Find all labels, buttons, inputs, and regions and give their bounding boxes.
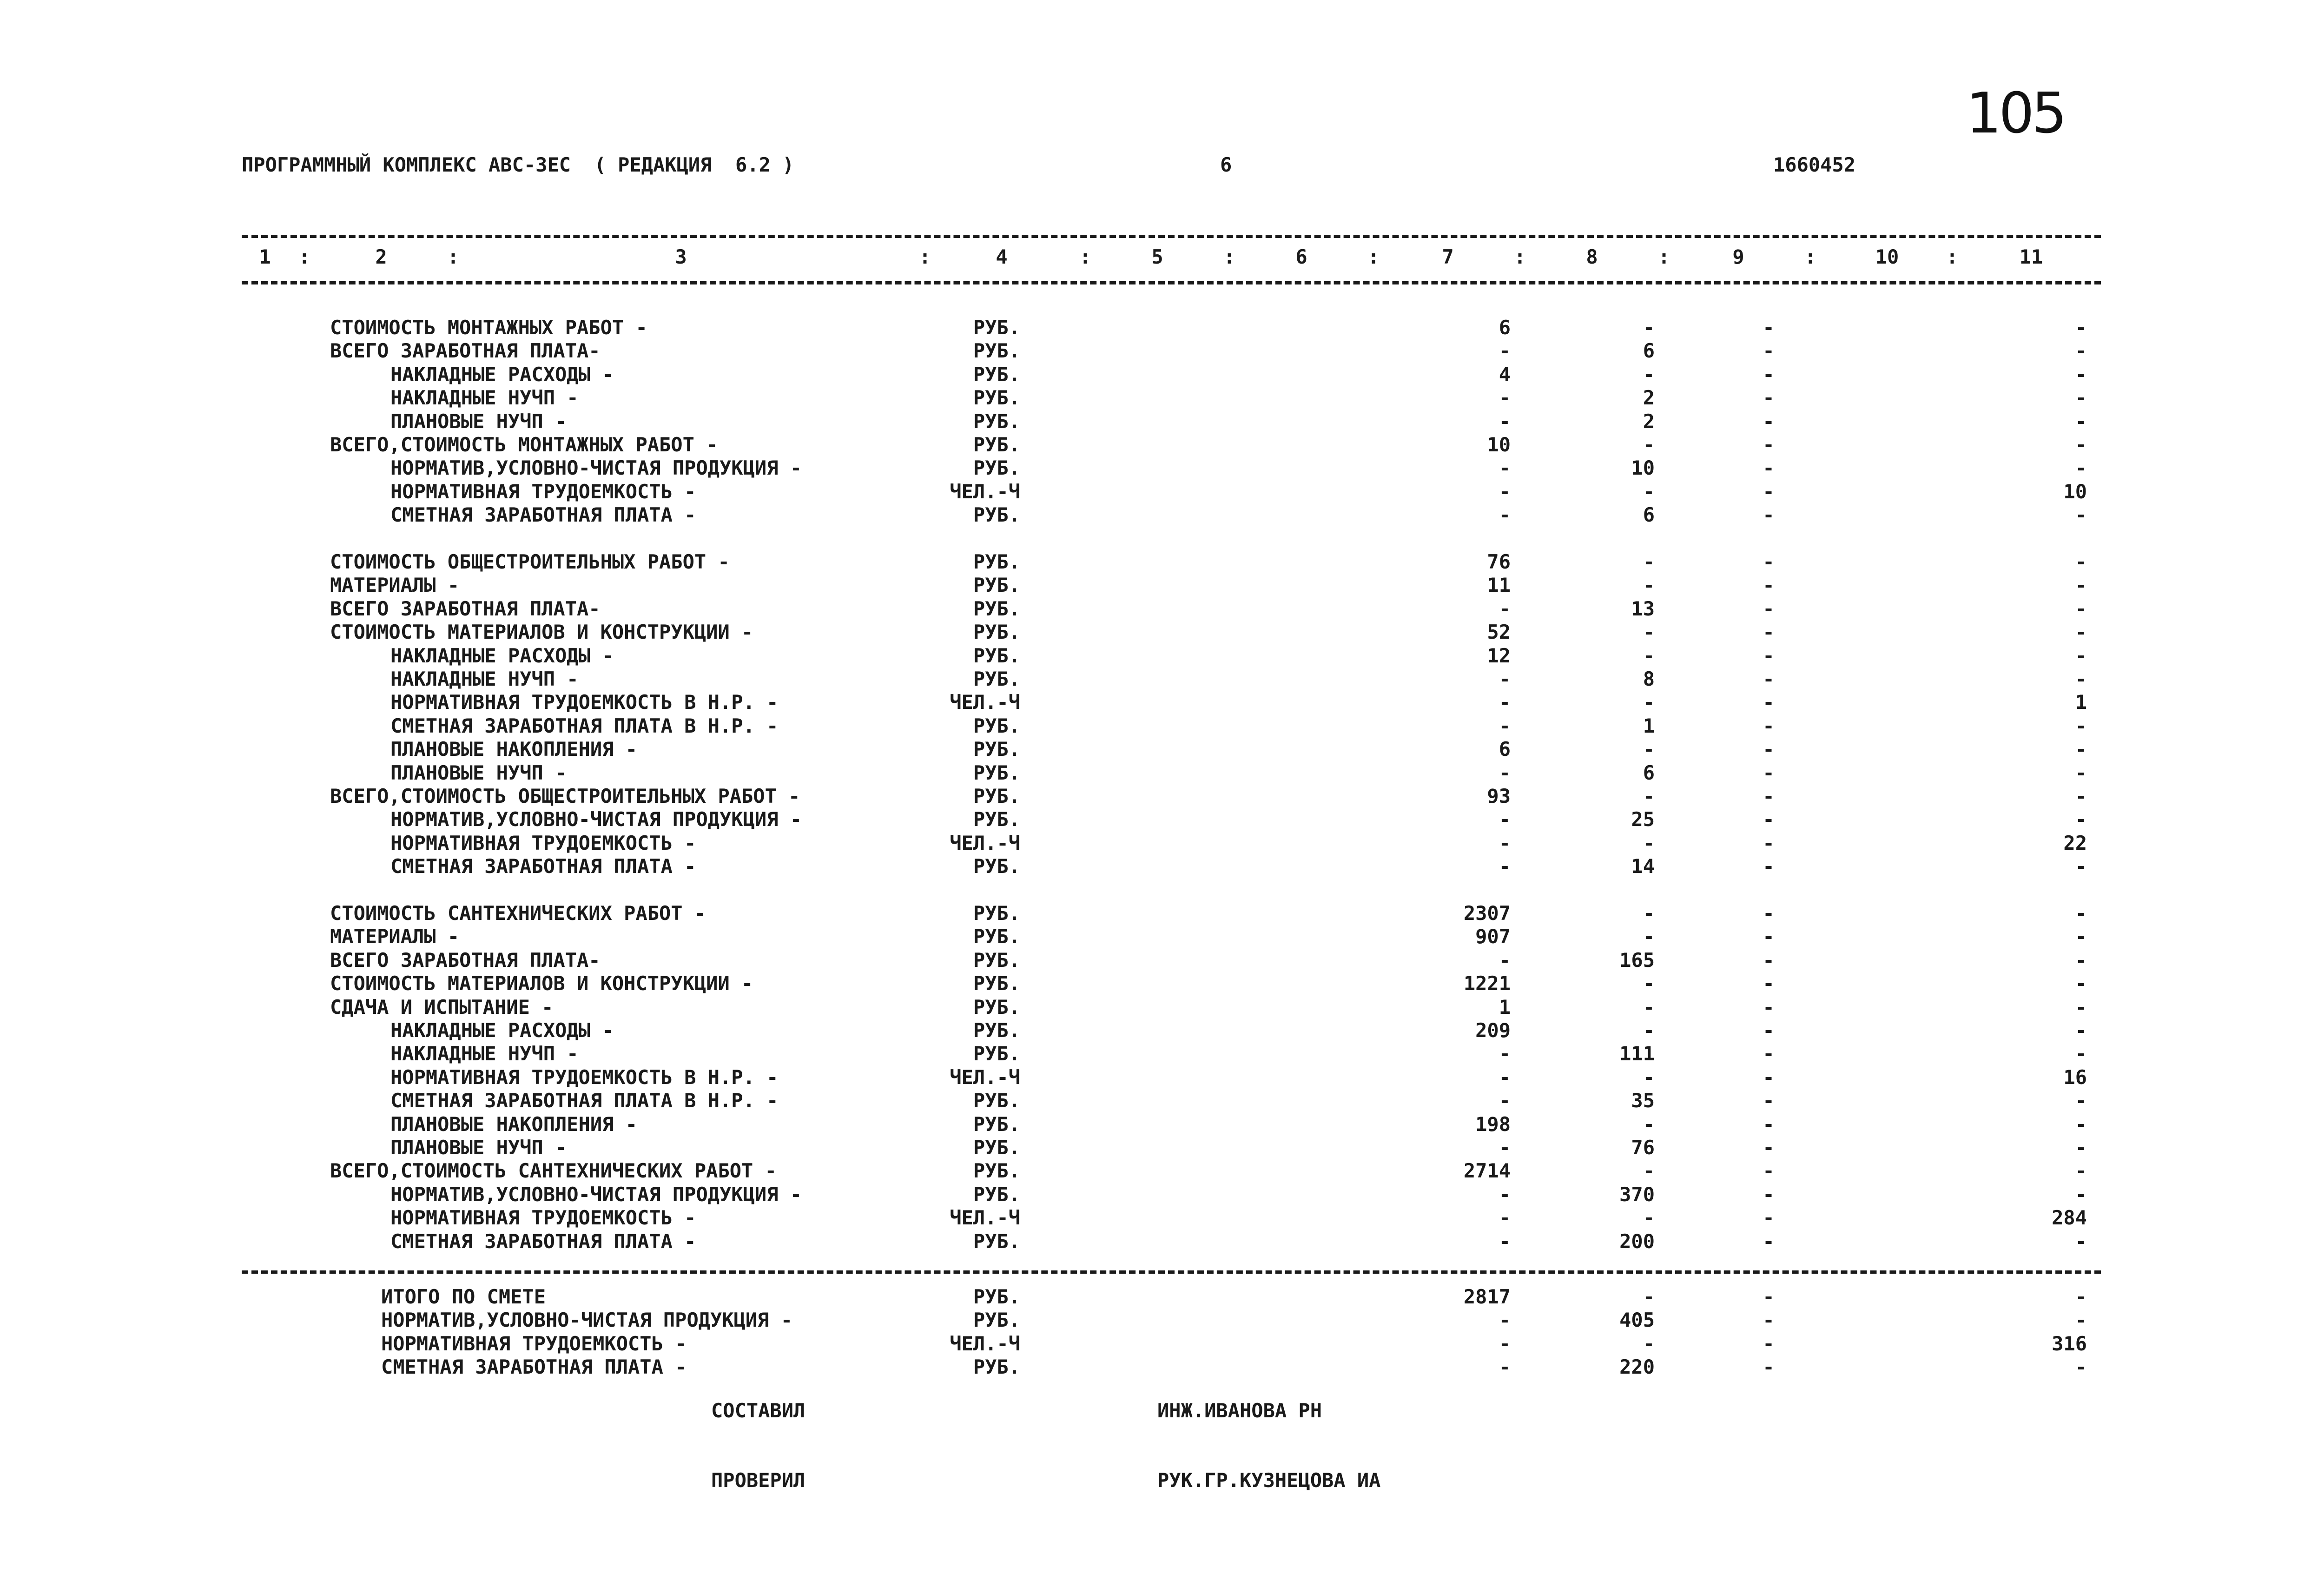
row-unit: РУБ. (973, 668, 1020, 690)
row-col8: 14 (1631, 855, 1655, 878)
row-unit: РУБ. (973, 1112, 1020, 1136)
row-col7: - (1499, 1206, 1511, 1230)
row-col7: - (1499, 386, 1511, 410)
row-col8: - (1643, 574, 1655, 597)
row-col8: 2 (1643, 386, 1655, 410)
row-unit: ЧЕЛ.-Ч (950, 831, 1020, 854)
row-col7: 10 (1487, 433, 1511, 456)
row-col9: - (1763, 1136, 1775, 1159)
row-col8: 6 (1643, 761, 1655, 784)
row-col7: - (1499, 1089, 1511, 1112)
column-header-4: 4 (996, 245, 1008, 268)
row-unit: РУБ. (973, 574, 1020, 597)
column-separator: : (1804, 245, 1816, 268)
row-col7: - (1499, 480, 1511, 503)
row-col8: - (1643, 1112, 1655, 1136)
row-col9: - (1763, 1019, 1775, 1042)
row-col7: - (1499, 761, 1511, 784)
row-label: ПЛАНОВЫЕ НУЧП - (390, 410, 567, 433)
row-label: СМЕТНАЯ ЗАРАБОТНАЯ ПЛАТА - (390, 503, 696, 527)
row-col9: - (1763, 644, 1775, 667)
row-col9: - (1763, 480, 1775, 503)
row-col11: - (2075, 1159, 2087, 1183)
row-col9: - (1763, 410, 1775, 433)
row-col9: - (1763, 668, 1775, 690)
row-col9: - (1763, 855, 1775, 878)
row-unit: РУБ. (973, 785, 1020, 807)
row-col11: - (2075, 995, 2087, 1018)
row-col8: 200 (1619, 1230, 1655, 1253)
row-col11: - (2075, 433, 2087, 456)
row-col11: - (2075, 386, 2087, 410)
page-number: 6 (1220, 153, 1232, 176)
row-unit: РУБ. (973, 316, 1020, 339)
row-col8: - (1643, 902, 1655, 925)
row-unit: РУБ. (973, 339, 1020, 363)
row-col11: - (2075, 574, 2087, 597)
row-col8: - (1643, 925, 1655, 948)
row-col9: - (1763, 831, 1775, 854)
row-col9: - (1763, 456, 1775, 480)
row-unit: ЧЕЛ.-Ч (950, 1206, 1020, 1230)
row-label: НОРМАТИВ,УСЛОВНО-ЧИСТАЯ ПРОДУКЦИЯ - (390, 456, 802, 480)
row-unit: РУБ. (973, 1019, 1020, 1042)
row-label: СМЕТНАЯ ЗАРАБОТНАЯ ПЛАТА В Н.Р. - (390, 1089, 779, 1112)
total-col11: 316 (2052, 1332, 2087, 1355)
row-label: НАКЛАДНЫЕ РАСХОДЫ - (390, 363, 614, 386)
row-col8: - (1643, 363, 1655, 386)
row-col11: - (2075, 363, 2087, 386)
document-code: 1660452 (1773, 153, 1856, 176)
row-col9: - (1763, 1206, 1775, 1230)
row-col9: - (1763, 948, 1775, 972)
row-col8: - (1643, 1019, 1655, 1042)
row-label: ПЛАНОВЫЕ НАКОПЛЕНИЯ - (390, 1112, 638, 1136)
column-header-6: 6 (1295, 245, 1307, 268)
column-header-5: 5 (1151, 245, 1163, 268)
row-col8: 370 (1619, 1183, 1655, 1206)
total-unit: ЧЕЛ.-Ч (950, 1332, 1020, 1355)
row-col8: 13 (1631, 597, 1655, 620)
row-col11: - (2075, 1136, 2087, 1159)
row-col9: - (1763, 1230, 1775, 1253)
row-col7: - (1499, 597, 1511, 620)
row-col9: - (1763, 1183, 1775, 1206)
row-col11: - (2075, 1089, 2087, 1112)
row-col11: 10 (2063, 480, 2087, 503)
row-unit: РУБ. (973, 456, 1020, 480)
row-col7: - (1499, 1065, 1511, 1089)
row-col9: - (1763, 1089, 1775, 1112)
row-col8: - (1643, 995, 1655, 1018)
row-col9: - (1763, 363, 1775, 386)
row-col7: - (1499, 668, 1511, 690)
row-label: НАКЛАДНЫЕ РАСХОДЫ - (390, 1019, 614, 1042)
row-col9: - (1763, 574, 1775, 597)
row-col7: 2307 (1463, 902, 1511, 925)
row-label: СДАЧА И ИСПЫТАНИЕ - (330, 995, 554, 1018)
row-label: СМЕТНАЯ ЗАРАБОТНАЯ ПЛАТА В Н.Р. - (390, 714, 779, 737)
row-col8: - (1643, 691, 1655, 714)
top-rule (242, 235, 2101, 238)
row-col11: 16 (2063, 1065, 2087, 1089)
row-col7: 198 (1475, 1112, 1511, 1136)
row-label: НОРМАТИВНАЯ ТРУДОЕМКОСТЬ В Н.Р. - (390, 691, 779, 714)
row-col8: 6 (1643, 339, 1655, 363)
row-label: ВСЕГО ЗАРАБОТНАЯ ПЛАТА- (330, 597, 601, 620)
compiled-by-label: СОСТАВИЛ (711, 1399, 805, 1422)
row-col11: - (2075, 855, 2087, 878)
row-unit: ЧЕЛ.-Ч (950, 1065, 1020, 1089)
row-col9: - (1763, 902, 1775, 925)
column-header-9: 9 (1732, 245, 1744, 268)
row-col11: - (2075, 456, 2087, 480)
row-label: ВСЕГО ЗАРАБОТНАЯ ПЛАТА- (330, 339, 601, 363)
row-col9: - (1763, 1159, 1775, 1183)
row-col7: 93 (1487, 785, 1511, 807)
total-col11: - (2075, 1309, 2087, 1332)
total-unit: РУБ. (973, 1309, 1020, 1332)
row-col11: - (2075, 668, 2087, 690)
total-label: СМЕТНАЯ ЗАРАБОТНАЯ ПЛАТА - (381, 1356, 687, 1379)
header-bottom-rule (242, 281, 2101, 284)
row-col9: - (1763, 433, 1775, 456)
total-col11: - (2075, 1356, 2087, 1379)
row-label: СТОИМОСТЬ МАТЕРИАЛОВ И КОНСТРУКЦИИ - (330, 621, 753, 644)
row-col9: - (1763, 972, 1775, 995)
row-col11: - (2075, 738, 2087, 761)
totals-rule (242, 1270, 2101, 1274)
column-separator: : (1658, 245, 1670, 268)
row-unit: РУБ. (973, 738, 1020, 761)
column-header-3: 3 (675, 245, 687, 268)
column-separator: : (1367, 245, 1380, 268)
column-separator: : (1946, 245, 1958, 268)
total-unit: РУБ. (973, 1285, 1020, 1308)
total-label: ИТОГО ПО СМЕТЕ (381, 1285, 546, 1308)
row-col7: 6 (1499, 738, 1511, 761)
row-col7: 209 (1475, 1019, 1511, 1042)
row-col9: - (1763, 714, 1775, 737)
row-col8: - (1643, 738, 1655, 761)
program-title: ПРОГРАММНЫЙ КОМПЛЕКС АВС-ЗЕС ( РЕДАКЦИЯ 6.2 ) (242, 153, 794, 176)
total-col9: - (1763, 1356, 1775, 1379)
total-label: НОРМАТИВ,УСЛОВНО-ЧИСТАЯ ПРОДУКЦИЯ - (381, 1309, 793, 1332)
column-separator: : (447, 245, 459, 268)
row-col9: - (1763, 808, 1775, 831)
row-col7: 11 (1487, 574, 1511, 597)
row-col9: - (1763, 316, 1775, 339)
row-col11: - (2075, 1112, 2087, 1136)
compiled-by-name: ИНЖ.ИВАНОВА РН (1157, 1399, 1322, 1422)
row-col9: - (1763, 761, 1775, 784)
row-col8: - (1643, 621, 1655, 644)
row-col7: - (1499, 1136, 1511, 1159)
column-separator: : (1223, 245, 1235, 268)
row-col7: - (1499, 1042, 1511, 1065)
row-col11: - (2075, 339, 2087, 363)
row-col9: - (1763, 691, 1775, 714)
row-label: ВСЕГО ЗАРАБОТНАЯ ПЛАТА- (330, 948, 601, 972)
row-col9: - (1763, 785, 1775, 807)
column-separator: : (919, 245, 931, 268)
row-unit: РУБ. (973, 644, 1020, 667)
row-label: ПЛАНОВЫЕ НУЧП - (390, 761, 567, 784)
total-col8: 405 (1619, 1309, 1655, 1332)
row-unit: РУБ. (973, 597, 1020, 620)
row-label: СТОИМОСТЬ ОБЩЕСТРОИТЕЛЬНЫХ РАБОТ - (330, 550, 730, 573)
row-col7: 52 (1487, 621, 1511, 644)
row-unit: РУБ. (973, 363, 1020, 386)
row-label: НОРМАТИВ,УСЛОВНО-ЧИСТАЯ ПРОДУКЦИЯ - (390, 808, 802, 831)
row-unit: ЧЕЛ.-Ч (950, 480, 1020, 503)
row-label: СМЕТНАЯ ЗАРАБОТНАЯ ПЛАТА - (390, 1230, 696, 1253)
row-col7: - (1499, 456, 1511, 480)
row-col9: - (1763, 1042, 1775, 1065)
row-col11: - (2075, 948, 2087, 972)
row-unit: РУБ. (973, 1136, 1020, 1159)
checked-by-label: ПРОВЕРИЛ (711, 1469, 805, 1492)
total-col9: - (1763, 1309, 1775, 1332)
row-label: ВСЕГО,СТОИМОСТЬ МОНТАЖНЫХ РАБОТ - (330, 433, 718, 456)
row-label: НОРМАТИВНАЯ ТРУДОЕМКОСТЬ В Н.Р. - (390, 1065, 779, 1089)
row-col11: - (2075, 621, 2087, 644)
total-label: НОРМАТИВНАЯ ТРУДОЕМКОСТЬ - (381, 1332, 687, 1355)
row-col8: - (1643, 1206, 1655, 1230)
column-header-8: 8 (1586, 245, 1598, 268)
row-label: ВСЕГО,СТОИМОСТЬ САНТЕХНИЧЕСКИХ РАБОТ - (330, 1159, 777, 1183)
column-header-2: 2 (375, 245, 387, 268)
row-col8: 8 (1643, 668, 1655, 690)
row-label: НОРМАТИВНАЯ ТРУДОЕМКОСТЬ - (390, 1206, 696, 1230)
row-col8: 6 (1643, 503, 1655, 527)
row-label: НОРМАТИВНАЯ ТРУДОЕМКОСТЬ - (390, 831, 696, 854)
row-col7: 2714 (1463, 1159, 1511, 1183)
row-col8: - (1643, 644, 1655, 667)
total-col7: - (1499, 1309, 1511, 1332)
row-label: СМЕТНАЯ ЗАРАБОТНАЯ ПЛАТА - (390, 855, 696, 878)
row-col8: - (1643, 1159, 1655, 1183)
row-col11: - (2075, 714, 2087, 737)
row-col9: - (1763, 621, 1775, 644)
row-col11: - (2075, 644, 2087, 667)
row-unit: РУБ. (973, 386, 1020, 410)
row-col11: - (2075, 925, 2087, 948)
row-col7: 6 (1499, 316, 1511, 339)
row-col8: - (1643, 433, 1655, 456)
row-col8: 111 (1619, 1042, 1655, 1065)
row-col11: - (2075, 1230, 2087, 1253)
row-unit: РУБ. (973, 855, 1020, 878)
column-separator: : (1514, 245, 1526, 268)
row-col11: - (2075, 1019, 2087, 1042)
row-unit: РУБ. (973, 503, 1020, 527)
row-col7: - (1499, 503, 1511, 527)
row-col11: - (2075, 761, 2087, 784)
row-unit: РУБ. (973, 410, 1020, 433)
row-col11: - (2075, 550, 2087, 573)
row-col8: - (1643, 972, 1655, 995)
row-col7: - (1499, 831, 1511, 854)
row-col7: - (1499, 410, 1511, 433)
row-col7: 4 (1499, 363, 1511, 386)
column-header-10: 10 (1875, 245, 1899, 268)
row-col7: 907 (1475, 925, 1511, 948)
row-col11: - (2075, 1042, 2087, 1065)
row-label: МАТЕРИАЛЫ - (330, 925, 460, 948)
total-unit: РУБ. (973, 1356, 1020, 1379)
row-col9: - (1763, 597, 1775, 620)
row-label: СТОИМОСТЬ МОНТАЖНЫХ РАБОТ - (330, 316, 647, 339)
total-col7: 2817 (1463, 1285, 1511, 1308)
total-col8: 220 (1619, 1356, 1655, 1379)
row-label: НОРМАТИВНАЯ ТРУДОЕМКОСТЬ - (390, 480, 696, 503)
row-unit: РУБ. (973, 433, 1020, 456)
row-col11: 284 (2052, 1206, 2087, 1230)
row-label: ВСЕГО,СТОИМОСТЬ ОБЩЕСТРОИТЕЛЬНЫХ РАБОТ - (330, 785, 800, 807)
row-col7: 12 (1487, 644, 1511, 667)
row-col8: 2 (1643, 410, 1655, 433)
row-col8: - (1643, 1065, 1655, 1089)
row-col7: - (1499, 714, 1511, 737)
row-col11: 22 (2063, 831, 2087, 854)
total-col9: - (1763, 1332, 1775, 1355)
row-col9: - (1763, 550, 1775, 573)
row-col7: 76 (1487, 550, 1511, 573)
row-label: НАКЛАДНЫЕ НУЧП - (390, 668, 579, 690)
column-header-1: 1 (259, 245, 271, 268)
row-col8: 35 (1631, 1089, 1655, 1112)
row-label: СТОИМОСТЬ МАТЕРИАЛОВ И КОНСТРУКЦИИ - (330, 972, 753, 995)
row-col9: - (1763, 995, 1775, 1018)
row-col9: - (1763, 925, 1775, 948)
row-col8: 165 (1619, 948, 1655, 972)
row-col9: - (1763, 339, 1775, 363)
row-label: НАКЛАДНЫЕ РАСХОДЫ - (390, 644, 614, 667)
row-unit: РУБ. (973, 621, 1020, 644)
row-unit: РУБ. (973, 972, 1020, 995)
row-unit: РУБ. (973, 948, 1020, 972)
row-unit: РУБ. (973, 808, 1020, 831)
row-label: НАКЛАДНЫЕ НУЧП - (390, 386, 579, 410)
row-col9: - (1763, 738, 1775, 761)
total-col8: - (1643, 1332, 1655, 1355)
row-col11: - (2075, 902, 2087, 925)
row-col8: - (1643, 831, 1655, 854)
total-col9: - (1763, 1285, 1775, 1308)
total-col7: - (1499, 1332, 1511, 1355)
row-col8: - (1643, 316, 1655, 339)
row-label: СТОИМОСТЬ САНТЕХНИЧЕСКИХ РАБОТ - (330, 902, 706, 925)
row-unit: РУБ. (973, 1159, 1020, 1183)
row-col7: - (1499, 808, 1511, 831)
row-col11: - (2075, 1183, 2087, 1206)
row-unit: РУБ. (973, 1042, 1020, 1065)
row-col8: 1 (1643, 714, 1655, 737)
row-col7: - (1499, 855, 1511, 878)
row-col8: - (1643, 785, 1655, 807)
row-col9: - (1763, 386, 1775, 410)
row-col7: 1221 (1463, 972, 1511, 995)
row-label: НОРМАТИВ,УСЛОВНО-ЧИСТАЯ ПРОДУКЦИЯ - (390, 1183, 802, 1206)
row-unit: РУБ. (973, 714, 1020, 737)
row-col11: - (2075, 597, 2087, 620)
row-label: МАТЕРИАЛЫ - (330, 574, 460, 597)
column-separator: : (298, 245, 310, 268)
row-unit: РУБ. (973, 1089, 1020, 1112)
row-col11: - (2075, 316, 2087, 339)
row-col11: - (2075, 972, 2087, 995)
row-col11: - (2075, 808, 2087, 831)
row-unit: РУБ. (973, 925, 1020, 948)
row-unit: РУБ. (973, 550, 1020, 573)
row-col8: - (1643, 550, 1655, 573)
row-col11: - (2075, 410, 2087, 433)
row-col9: - (1763, 1065, 1775, 1089)
row-col7: - (1499, 339, 1511, 363)
row-label: НАКЛАДНЫЕ НУЧП - (390, 1042, 579, 1065)
column-header-11: 11 (2019, 245, 2043, 268)
row-col7: - (1499, 691, 1511, 714)
row-col8: - (1643, 480, 1655, 503)
row-col7: 1 (1499, 995, 1511, 1018)
row-col8: 76 (1631, 1136, 1655, 1159)
row-label: ПЛАНОВЫЕ НУЧП - (390, 1136, 567, 1159)
row-col11: - (2075, 503, 2087, 527)
row-unit: РУБ. (973, 761, 1020, 784)
row-unit: РУБ. (973, 1230, 1020, 1253)
row-label: ПЛАНОВЫЕ НАКОПЛЕНИЯ - (390, 738, 638, 761)
row-unit: РУБ. (973, 1183, 1020, 1206)
handwritten-sheet-number: 105 (1966, 81, 2065, 146)
column-header-7: 7 (1442, 245, 1454, 268)
row-col9: - (1763, 1112, 1775, 1136)
row-unit: РУБ. (973, 902, 1020, 925)
row-col7: - (1499, 948, 1511, 972)
row-col9: - (1763, 503, 1775, 527)
row-col8: 25 (1631, 808, 1655, 831)
column-separator: : (1079, 245, 1091, 268)
total-col11: - (2075, 1285, 2087, 1308)
checked-by-name: РУК.ГР.КУЗНЕЦОВА ИА (1157, 1469, 1381, 1492)
row-unit: ЧЕЛ.-Ч (950, 691, 1020, 714)
row-col7: - (1499, 1183, 1511, 1206)
row-col8: 10 (1631, 456, 1655, 480)
row-col11: - (2075, 785, 2087, 807)
total-col8: - (1643, 1285, 1655, 1308)
total-col7: - (1499, 1356, 1511, 1379)
row-col11: 1 (2075, 691, 2087, 714)
row-col7: - (1499, 1230, 1511, 1253)
row-unit: РУБ. (973, 995, 1020, 1018)
